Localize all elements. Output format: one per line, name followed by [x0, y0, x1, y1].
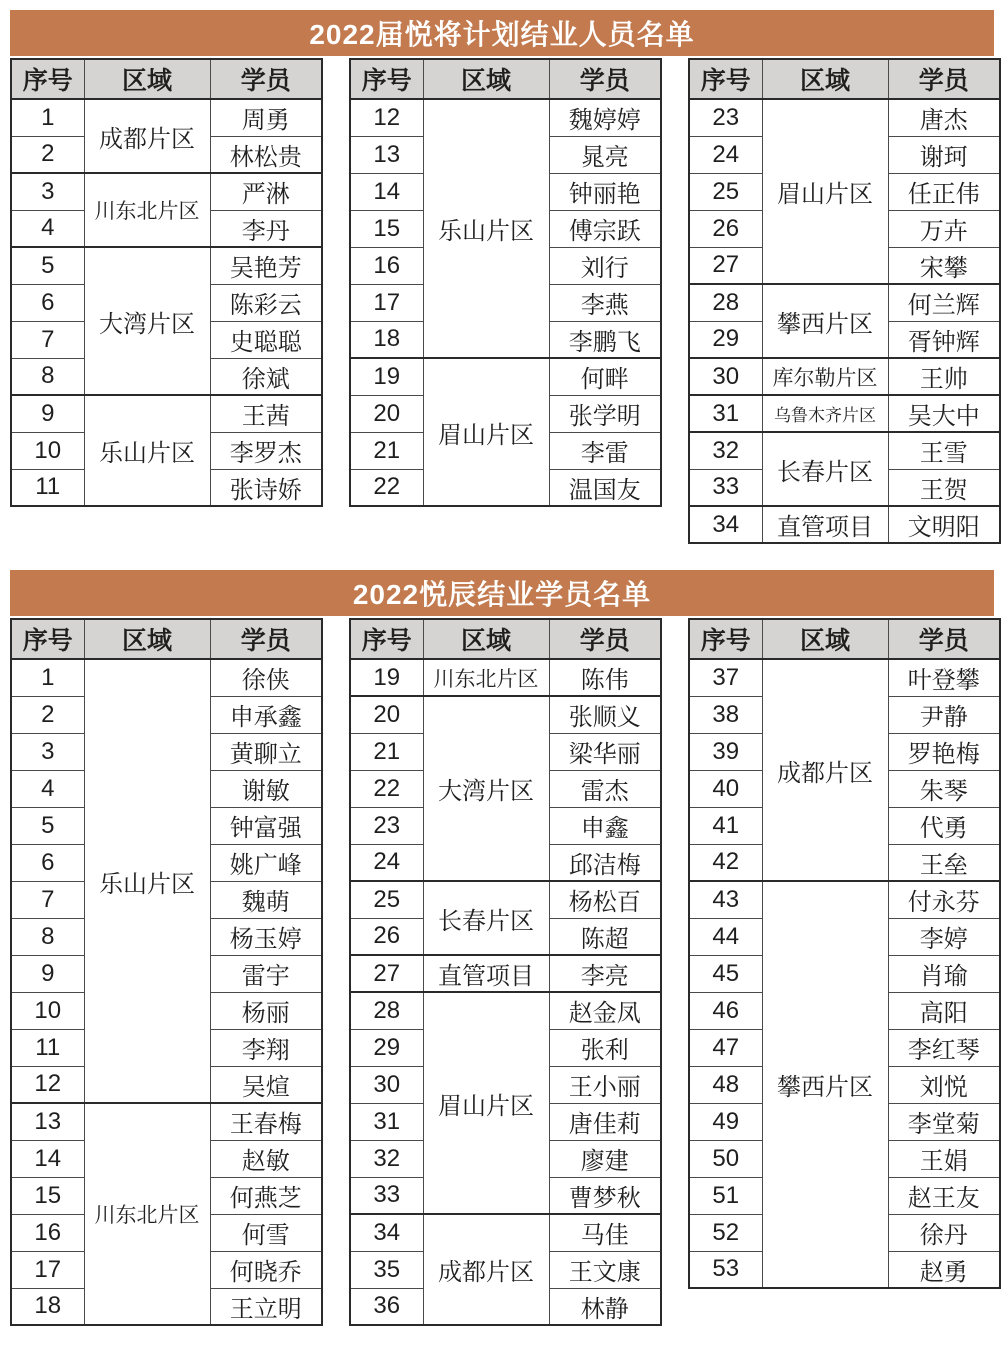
- column-header: 学员: [888, 619, 1000, 659]
- row-number-cell: 11: [11, 469, 84, 506]
- student-name-cell: 曹梦秋: [549, 1177, 661, 1214]
- row-number-cell: 48: [689, 1066, 762, 1103]
- student-name-cell: 傅宗跃: [549, 210, 661, 247]
- column-header: 学员: [549, 59, 661, 99]
- row-number-cell: 23: [689, 99, 762, 136]
- student-name-cell: 王贺: [888, 469, 1000, 506]
- row-number-cell: 6: [11, 844, 84, 881]
- row-number-cell: 42: [689, 844, 762, 881]
- header-row: [689, 619, 1000, 659]
- student-name-cell: 李翔: [210, 1029, 322, 1066]
- row-number-cell: 15: [11, 1177, 84, 1214]
- column-header: 学员: [210, 59, 322, 99]
- student-name-cell: 林松贵: [210, 136, 322, 173]
- row-number-cell: 8: [11, 918, 84, 955]
- row-number-cell: 49: [689, 1103, 762, 1140]
- row-number-cell: 16: [350, 247, 423, 284]
- student-name-cell: 杨玉婷: [210, 918, 322, 955]
- row-number-cell: 33: [689, 469, 762, 506]
- table-row: [350, 955, 661, 992]
- student-name-cell: 李亮: [549, 955, 661, 992]
- region-cell: 库尔勒片区: [762, 358, 888, 395]
- row-number-cell: 1: [11, 659, 84, 696]
- row-number-cell: 28: [689, 284, 762, 321]
- row-number-cell: 31: [350, 1103, 423, 1140]
- column-header: 序号: [350, 59, 423, 99]
- student-name-cell: 王春梅: [210, 1103, 322, 1140]
- student-name-cell: 周勇: [210, 99, 322, 136]
- student-name-cell: 王娟: [888, 1140, 1000, 1177]
- row-number-cell: 30: [350, 1066, 423, 1103]
- row-number-cell: 20: [350, 696, 423, 733]
- row-number-cell: 7: [11, 321, 84, 358]
- student-name-cell: 邱洁梅: [549, 844, 661, 881]
- student-name-cell: 吴艳芳: [210, 247, 322, 284]
- student-name-cell: 姚广峰: [210, 844, 322, 881]
- table-row: [689, 881, 1000, 918]
- student-name-cell: 雷杰: [549, 770, 661, 807]
- region-cell: 川东北片区: [84, 1103, 210, 1325]
- row-number-cell: 30: [689, 358, 762, 395]
- region-cell: 成都片区: [84, 99, 210, 173]
- section-yuechen-roster: [10, 570, 994, 1326]
- student-name-cell: 吴大中: [888, 395, 1000, 432]
- row-number-cell: 14: [350, 173, 423, 210]
- roster-table: [349, 618, 662, 1326]
- row-number-cell: 3: [11, 733, 84, 770]
- row-number-cell: 21: [350, 432, 423, 469]
- row-number-cell: 23: [350, 807, 423, 844]
- student-name-cell: 代勇: [888, 807, 1000, 844]
- student-name-cell: 李堂菊: [888, 1103, 1000, 1140]
- row-number-cell: 35: [350, 1251, 423, 1288]
- student-name-cell: 徐侠: [210, 659, 322, 696]
- row-number-cell: 46: [689, 992, 762, 1029]
- row-number-cell: 17: [350, 284, 423, 321]
- student-name-cell: 刘悦: [888, 1066, 1000, 1103]
- table-row: [689, 395, 1000, 432]
- row-number-cell: 13: [350, 136, 423, 173]
- student-name-cell: 张学明: [549, 395, 661, 432]
- row-number-cell: 15: [350, 210, 423, 247]
- student-name-cell: 唐佳莉: [549, 1103, 661, 1140]
- header-row: [689, 59, 1000, 99]
- student-name-cell: 王立明: [210, 1288, 322, 1325]
- table-row: [689, 432, 1000, 469]
- student-name-cell: 魏婷婷: [549, 99, 661, 136]
- student-name-cell: 何畔: [549, 358, 661, 395]
- region-cell: 乌鲁木齐片区: [762, 395, 888, 432]
- student-name-cell: 王文康: [549, 1251, 661, 1288]
- region-cell: 大湾片区: [423, 696, 549, 881]
- row-number-cell: 11: [11, 1029, 84, 1066]
- column-header: 序号: [350, 619, 423, 659]
- table-row: [11, 659, 322, 696]
- column-header: 区域: [84, 59, 210, 99]
- column-header: 学员: [210, 619, 322, 659]
- row-number-cell: 7: [11, 881, 84, 918]
- region-cell: 长春片区: [762, 432, 888, 506]
- student-name-cell: 万卉: [888, 210, 1000, 247]
- student-name-cell: 王垒: [888, 844, 1000, 881]
- table-row: [350, 881, 661, 918]
- row-number-cell: 22: [350, 469, 423, 506]
- header-row: [11, 619, 322, 659]
- column-header: 学员: [549, 619, 661, 659]
- row-number-cell: 20: [350, 395, 423, 432]
- row-number-cell: 5: [11, 807, 84, 844]
- row-number-cell: 32: [350, 1140, 423, 1177]
- student-name-cell: 谢珂: [888, 136, 1000, 173]
- row-number-cell: 14: [11, 1140, 84, 1177]
- row-number-cell: 26: [689, 210, 762, 247]
- region-cell: 大湾片区: [84, 247, 210, 395]
- row-number-cell: 8: [11, 358, 84, 395]
- row-number-cell: 45: [689, 955, 762, 992]
- region-cell: 眉山片区: [423, 992, 549, 1214]
- column-header: 序号: [689, 59, 762, 99]
- yuechen-column-groups: [10, 618, 994, 1326]
- student-name-cell: 王小丽: [549, 1066, 661, 1103]
- row-number-cell: 34: [689, 506, 762, 543]
- region-cell: 直管项目: [762, 506, 888, 543]
- student-name-cell: 何燕芝: [210, 1177, 322, 1214]
- student-name-cell: 雷宇: [210, 955, 322, 992]
- student-name-cell: 李婷: [888, 918, 1000, 955]
- student-name-cell: 肖瑜: [888, 955, 1000, 992]
- row-number-cell: 2: [11, 696, 84, 733]
- row-number-cell: 10: [11, 992, 84, 1029]
- student-name-cell: 张诗娇: [210, 469, 322, 506]
- roster-table: [688, 58, 1001, 544]
- table-row: [350, 358, 661, 395]
- column-header: 区域: [84, 619, 210, 659]
- table-row: [689, 358, 1000, 395]
- row-number-cell: 4: [11, 210, 84, 247]
- student-name-cell: 高阳: [888, 992, 1000, 1029]
- region-cell: 长春片区: [423, 881, 549, 955]
- student-name-cell: 林静: [549, 1288, 661, 1325]
- student-name-cell: 黄聊立: [210, 733, 322, 770]
- region-cell: 成都片区: [762, 659, 888, 881]
- column-header: 区域: [423, 619, 549, 659]
- student-name-cell: 李罗杰: [210, 432, 322, 469]
- student-name-cell: 陈彩云: [210, 284, 322, 321]
- student-name-cell: 李燕: [549, 284, 661, 321]
- roster-table: [10, 58, 323, 507]
- student-name-cell: 宋攀: [888, 247, 1000, 284]
- student-name-cell: 胥钟辉: [888, 321, 1000, 358]
- region-cell: 眉山片区: [423, 358, 549, 506]
- row-number-cell: 52: [689, 1214, 762, 1251]
- yuechen-title: 2022悦辰结业学员名单: [352, 579, 652, 610]
- student-name-cell: 王雪: [888, 432, 1000, 469]
- table-row: [689, 506, 1000, 543]
- student-name-cell: 温国友: [549, 469, 661, 506]
- roster-table: [10, 618, 323, 1326]
- student-name-cell: 马佳: [549, 1214, 661, 1251]
- student-name-cell: 付永芬: [888, 881, 1000, 918]
- row-number-cell: 17: [11, 1251, 84, 1288]
- column-header: 序号: [689, 619, 762, 659]
- column-header: 区域: [762, 619, 888, 659]
- yuejiang-title-banner: [10, 10, 994, 56]
- row-number-cell: 32: [689, 432, 762, 469]
- student-name-cell: 赵王友: [888, 1177, 1000, 1214]
- table-row: [350, 696, 661, 733]
- table-row: [689, 659, 1000, 696]
- region-cell: 眉山片区: [762, 99, 888, 284]
- row-number-cell: 44: [689, 918, 762, 955]
- header-row: [350, 619, 661, 659]
- row-number-cell: 3: [11, 173, 84, 210]
- column-header: 区域: [762, 59, 888, 99]
- row-number-cell: 31: [689, 395, 762, 432]
- table-row: [350, 659, 661, 696]
- student-name-cell: 赵金凤: [549, 992, 661, 1029]
- student-name-cell: 朱琴: [888, 770, 1000, 807]
- row-number-cell: 40: [689, 770, 762, 807]
- student-name-cell: 李红琴: [888, 1029, 1000, 1066]
- student-name-cell: 徐丹: [888, 1214, 1000, 1251]
- row-number-cell: 18: [350, 321, 423, 358]
- row-number-cell: 12: [350, 99, 423, 136]
- row-number-cell: 19: [350, 659, 423, 696]
- row-number-cell: 19: [350, 358, 423, 395]
- row-number-cell: 25: [689, 173, 762, 210]
- row-number-cell: 9: [11, 955, 84, 992]
- row-number-cell: 2: [11, 136, 84, 173]
- row-number-cell: 53: [689, 1251, 762, 1288]
- student-name-cell: 钟富强: [210, 807, 322, 844]
- student-name-cell: 李鹏飞: [549, 321, 661, 358]
- student-name-cell: 钟丽艳: [549, 173, 661, 210]
- student-name-cell: 王帅: [888, 358, 1000, 395]
- row-number-cell: 29: [350, 1029, 423, 1066]
- row-number-cell: 37: [689, 659, 762, 696]
- table-row: [11, 247, 322, 284]
- student-name-cell: 刘行: [549, 247, 661, 284]
- student-name-cell: 叶登攀: [888, 659, 1000, 696]
- row-number-cell: 6: [11, 284, 84, 321]
- student-name-cell: 杨丽: [210, 992, 322, 1029]
- student-name-cell: 赵勇: [888, 1251, 1000, 1288]
- student-name-cell: 李丹: [210, 210, 322, 247]
- student-name-cell: 杨松百: [549, 881, 661, 918]
- row-number-cell: 22: [350, 770, 423, 807]
- row-number-cell: 36: [350, 1288, 423, 1325]
- student-name-cell: 梁华丽: [549, 733, 661, 770]
- region-cell: 攀西片区: [762, 881, 888, 1288]
- row-number-cell: 13: [11, 1103, 84, 1140]
- table-row: [689, 99, 1000, 136]
- region-cell: 乐山片区: [84, 395, 210, 506]
- column-header: 序号: [11, 619, 84, 659]
- row-number-cell: 21: [350, 733, 423, 770]
- column-header: 区域: [423, 59, 549, 99]
- region-cell: 攀西片区: [762, 284, 888, 358]
- region-cell: 成都片区: [423, 1214, 549, 1325]
- row-number-cell: 27: [350, 955, 423, 992]
- student-name-cell: 陈超: [549, 918, 661, 955]
- row-number-cell: 33: [350, 1177, 423, 1214]
- row-number-cell: 39: [689, 733, 762, 770]
- column-header: 学员: [888, 59, 1000, 99]
- region-cell: 乐山片区: [423, 99, 549, 358]
- row-number-cell: 47: [689, 1029, 762, 1066]
- row-number-cell: 41: [689, 807, 762, 844]
- row-number-cell: 10: [11, 432, 84, 469]
- region-cell: 川东北片区: [423, 659, 549, 696]
- table-row: [350, 99, 661, 136]
- row-number-cell: 50: [689, 1140, 762, 1177]
- student-name-cell: 张顺义: [549, 696, 661, 733]
- student-name-cell: 廖建: [549, 1140, 661, 1177]
- row-number-cell: 24: [350, 844, 423, 881]
- student-name-cell: 谢敏: [210, 770, 322, 807]
- student-name-cell: 何晓乔: [210, 1251, 322, 1288]
- row-number-cell: 51: [689, 1177, 762, 1214]
- table-row: [11, 395, 322, 432]
- row-number-cell: 16: [11, 1214, 84, 1251]
- row-number-cell: 28: [350, 992, 423, 1029]
- row-number-cell: 25: [350, 881, 423, 918]
- table-row: [11, 1103, 322, 1140]
- header-row: [350, 59, 661, 99]
- row-number-cell: 5: [11, 247, 84, 284]
- row-number-cell: 18: [11, 1288, 84, 1325]
- yuechen-title-banner: [10, 570, 994, 616]
- student-name-cell: 李雷: [549, 432, 661, 469]
- student-name-cell: 罗艳梅: [888, 733, 1000, 770]
- region-cell: 川东北片区: [84, 173, 210, 247]
- student-name-cell: 史聪聪: [210, 321, 322, 358]
- student-name-cell: 魏萌: [210, 881, 322, 918]
- header-row: [11, 59, 322, 99]
- yuejiang-title: 2022届悦将计划结业人员名单: [309, 19, 695, 50]
- roster-table: [349, 58, 662, 507]
- row-number-cell: 38: [689, 696, 762, 733]
- student-name-cell: 赵敏: [210, 1140, 322, 1177]
- student-name-cell: 申鑫: [549, 807, 661, 844]
- roster-table: [688, 618, 1001, 1289]
- student-name-cell: 文明阳: [888, 506, 1000, 543]
- row-number-cell: 34: [350, 1214, 423, 1251]
- student-name-cell: 申承鑫: [210, 696, 322, 733]
- region-cell: 直管项目: [423, 955, 549, 992]
- student-name-cell: 王茜: [210, 395, 322, 432]
- row-number-cell: 43: [689, 881, 762, 918]
- row-number-cell: 12: [11, 1066, 84, 1103]
- row-number-cell: 9: [11, 395, 84, 432]
- student-name-cell: 严淋: [210, 173, 322, 210]
- student-name-cell: 唐杰: [888, 99, 1000, 136]
- table-row: [11, 99, 322, 136]
- table-row: [689, 284, 1000, 321]
- student-name-cell: 徐斌: [210, 358, 322, 395]
- row-number-cell: 1: [11, 99, 84, 136]
- section-yuejiang-roster: [10, 10, 994, 544]
- student-name-cell: 任正伟: [888, 173, 1000, 210]
- student-name-cell: 晁亮: [549, 136, 661, 173]
- table-row: [350, 992, 661, 1029]
- region-cell: 乐山片区: [84, 659, 210, 1103]
- table-row: [350, 1214, 661, 1251]
- row-number-cell: 29: [689, 321, 762, 358]
- student-name-cell: 尹静: [888, 696, 1000, 733]
- student-name-cell: 吴煊: [210, 1066, 322, 1103]
- row-number-cell: 27: [689, 247, 762, 284]
- student-name-cell: 张利: [549, 1029, 661, 1066]
- column-header: 序号: [11, 59, 84, 99]
- row-number-cell: 4: [11, 770, 84, 807]
- yuejiang-column-groups: [10, 58, 994, 544]
- table-row: [11, 173, 322, 210]
- student-name-cell: 陈伟: [549, 659, 661, 696]
- student-name-cell: 何雪: [210, 1214, 322, 1251]
- row-number-cell: 24: [689, 136, 762, 173]
- row-number-cell: 26: [350, 918, 423, 955]
- student-name-cell: 何兰辉: [888, 284, 1000, 321]
